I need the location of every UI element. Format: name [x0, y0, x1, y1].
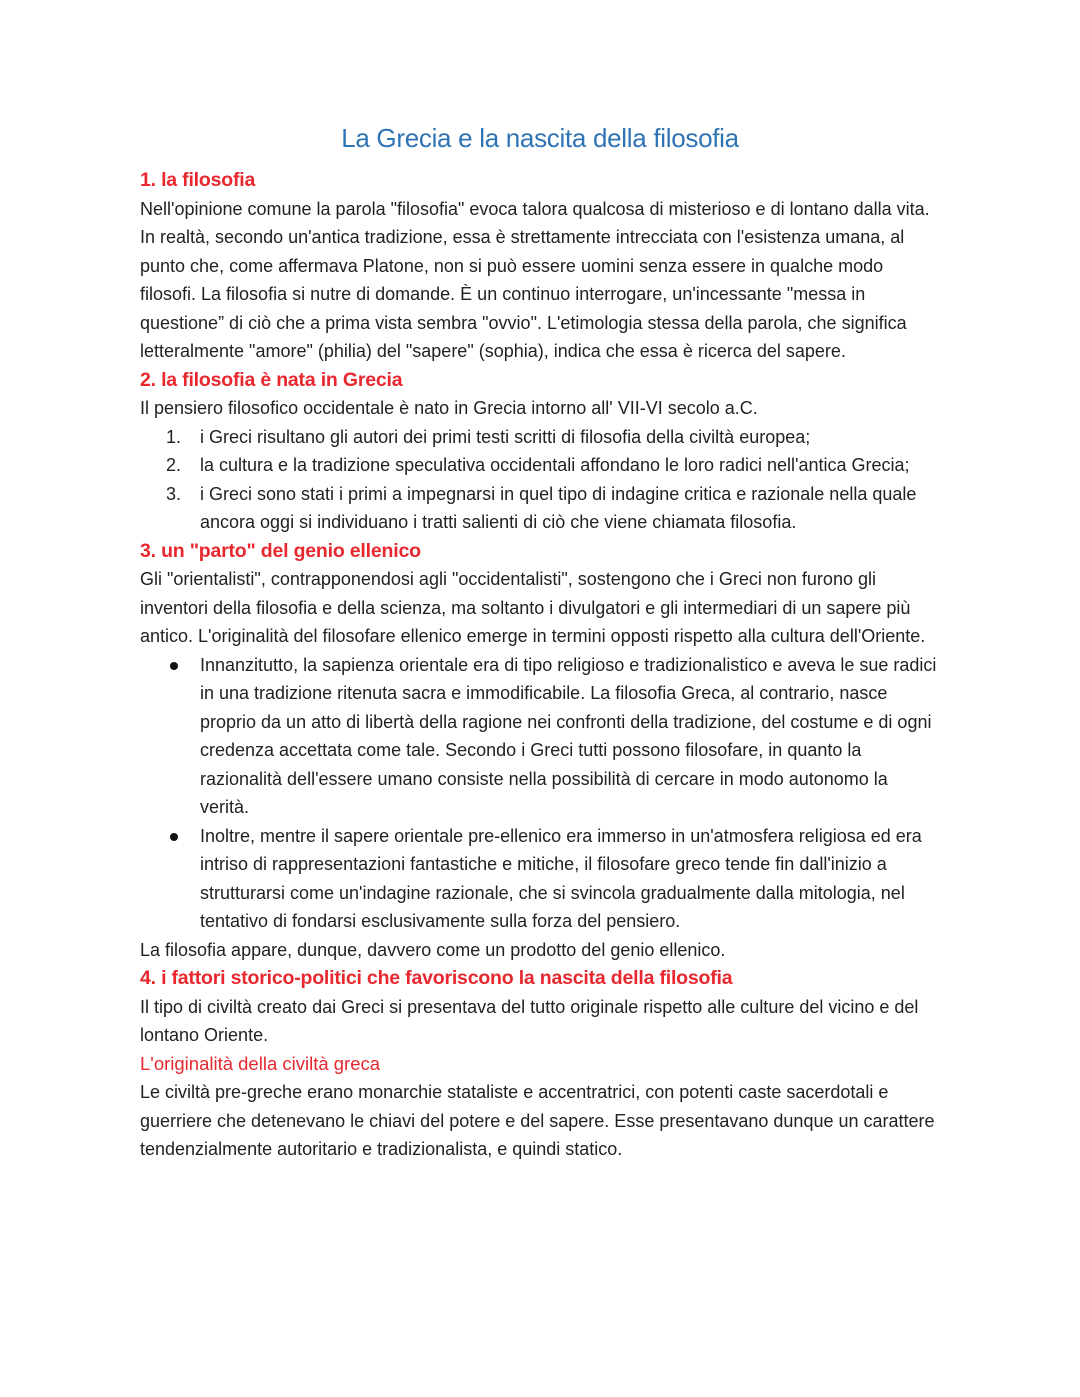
section-paragraph: Gli "orientalisti", contrapponendosi agli "occidentalisti", sostengono che i Greci non furono gli inventori della filosofia e della scienza, ma soltanto i divulgatori e gli intermediari di un sapere più antico. L'originalità del filosofare ellenico emerge in termini opposti rispetto alla cultura dell'Oriente. [140, 569, 926, 646]
list-item [140, 822, 940, 936]
section-3 [140, 537, 940, 965]
bullet-list [140, 651, 940, 936]
section-2 [140, 366, 940, 537]
bullet-icon [170, 833, 178, 841]
list-item-text: Inoltre, mentre il sapere orientale pre-ellenico era immerso in un'atmosfera religiosa ed era intriso di rappresentazioni fantastiche e mitiche, il filosofare greco tende fin dall'inizio a strutturarsi come un'indagine razionale, che si svincola gradualmente dalla mitologia, nel tentativo di fondarsi esclusivamente sulla forza del pensiero. [200, 825, 922, 931]
section-paragraph: Nell'opinione comune la parola "filosofia" evoca talora qualcosa di misterioso e di lontano dalla vita. In realtà, secondo un'antica tradizione, essa è strettamente intrecciata con l'esistenza umana, al punto che, come affermava Platone, non si può essere uomini senza essere in qualche modo filosofi. La filosofia si nutre di domande. È un continuo interrogare, un'incessante "messa in questione” di ciò che a prima vista sembra "ovvio". L'etimologia stessa della parola, che significa letteralmente "amore" (philia) del "sapere" (sophia), indica che essa è ricerca del sapere. [140, 198, 930, 361]
subsection-heading: L'originalità della civiltà greca [140, 1052, 381, 1074]
section-paragraph: Il tipo di civiltà creato dai Greci si presentava del tutto originale rispetto alle culture del vicino e del lontano Oriente. [140, 996, 919, 1045]
section-4 [140, 964, 940, 1164]
list-number: 2. [166, 455, 182, 475]
section-closing: La filosofia appare, dunque, davvero come un prodotto del genio ellenico. [140, 939, 726, 960]
list-item-text: i Greci risultano gli autori dei primi testi scritti di filosofia della civiltà europea; [200, 426, 811, 447]
list-item [140, 651, 940, 822]
numbered-list [140, 423, 940, 537]
section-paragraph: Il pensiero filosofico occidentale è nato in Grecia intorno all' VII-VI secolo a.C. [140, 398, 758, 418]
list-item [140, 480, 940, 537]
list-item [140, 423, 940, 452]
list-item-text: Innanzitutto, la sapienza orientale era di tipo religioso e tradizionalistico e aveva le sue radici in una tradizione ritenuta sacra e immodificabile. La filosofia Greca, al contrario, nasce proprio da un atto di libertà della ragione nei confronti della tradizione, del costume e di ogni credenza accettata come tale. Secondo i Greci tutti possono filosofare, in quanto la razionalità dell'essere umano consiste nella possibilità di cercare in modo autonomo la verità. [200, 654, 937, 817]
subsection-paragraph: Le civiltà pre-greche erano monarchie stataliste e accentratrici, con potenti caste sacerdotali e guerriere che detenevano le chiavi del potere e del sapere. Esse presentavano dunque un carattere tendenzialmente autoritario e tradizionalista, e quindi statico. [140, 1082, 935, 1159]
document-page [140, 118, 940, 1164]
list-number: 1. [166, 426, 182, 447]
section-heading: 4. i fattori storico-politici che favoriscono la nascita della filosofia [140, 967, 733, 989]
list-item-text: i Greci sono stati i primi a impegnarsi in quel tipo di indagine critica e razionale nella quale ancora oggi si individuano i tratti salienti di ciò che viene chiamata filosofia. [200, 483, 917, 532]
list-item-text: la cultura e la tradizione speculativa occidentali affondano le loro radici nell'antica Grecia; [200, 455, 910, 475]
section-1 [140, 166, 940, 366]
list-number: 3. [166, 483, 182, 504]
section-heading: 1. la filosofia [140, 169, 256, 191]
list-item [140, 451, 940, 480]
bullet-icon [170, 662, 178, 670]
section-heading: 3. un "parto" del genio ellenico [140, 539, 421, 562]
document-title: La Grecia e la nascita della filosofia [341, 123, 739, 153]
section-heading: 2. la filosofia è nata in Grecia [140, 368, 403, 391]
